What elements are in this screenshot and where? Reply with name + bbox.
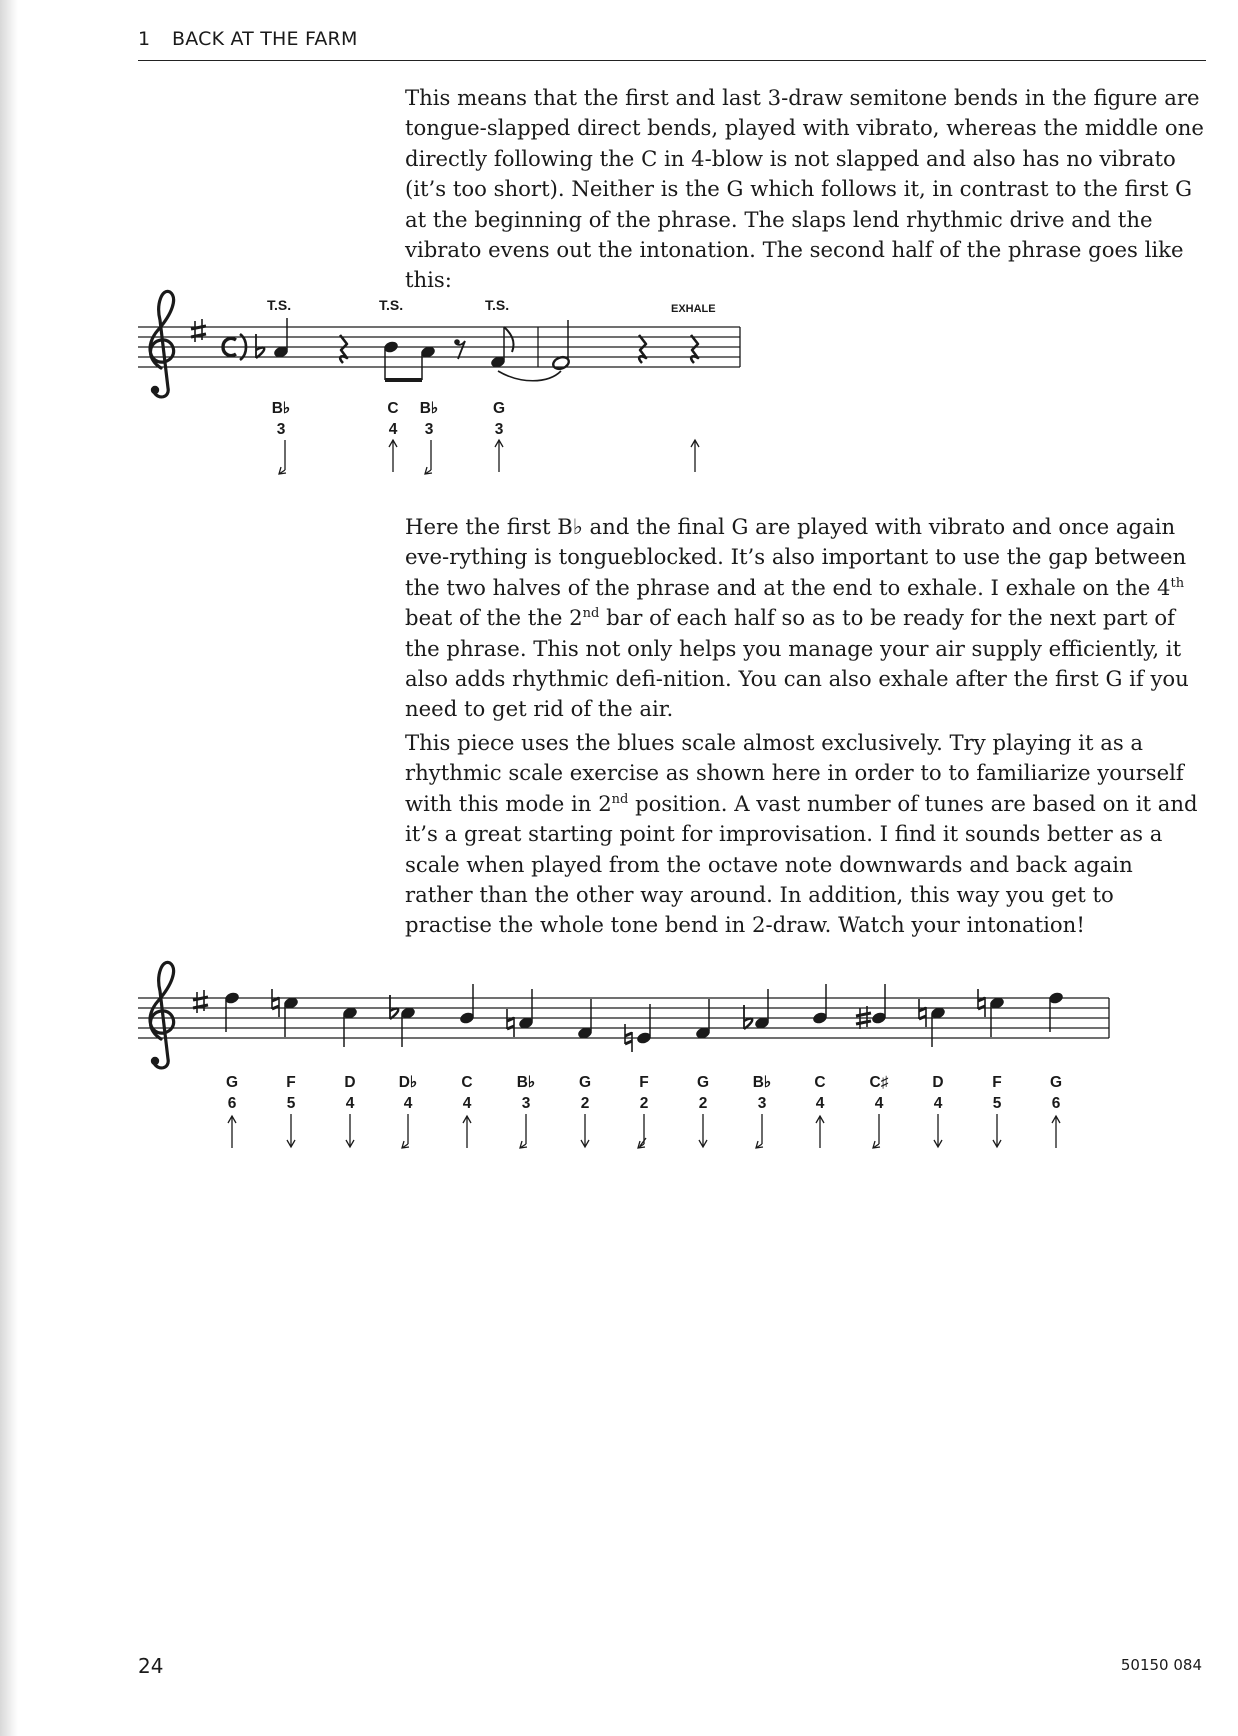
note-b-flat [273,318,290,359]
scale-note-11 [812,984,829,1025]
paragraph-2: Here the first B♭ and the final G are played with vibrato and once again eve-rything is tongueblocked. It’s also important to use the gap between the two halves of the phrase and at the end to exhale. I exhale on the 4th beat of the the 2nd bar of each half so as to be ready for the next part of the phrase. This not only helps you manage your air supply efficiently, it also adds rhythmic defi-nition. You can also exhale after the first G if you need to get rid of the air. [405,514,1189,722]
quarter-rest-3 [691,335,698,363]
tab2-arrow-9 [699,1114,707,1147]
tab2-arrow-13 [934,1114,942,1147]
tab2-arrow-7 [581,1114,589,1147]
page-number: 24 [138,1654,164,1678]
tab2-hole-10: 3 [757,1095,767,1112]
tab2-hole-6: 3 [521,1095,531,1112]
tab2-arrow-14 [993,1114,1001,1147]
scale-note-7 [577,999,594,1040]
paragraph-3: This piece uses the blues scale almost exclusively. Try playing it as a rhythmic scale exercise as shown here in order to to familiarize yourself with this mode in 2nd position. A vast number of tunes are based on it and it’s a great starting point for improvisation. I find it sounds better as a scale when played from the octave note downwards and back again rather than the other way around. In addition, this way you get to practise the whole tone bend in 2-draw. Watch your intonation! [405,730,1198,938]
tab2-arrow-8 [638,1114,646,1148]
music-example-2 [138,962,1109,1148]
tab2-arrow-1 [228,1116,236,1148]
tab2-hole-9: 2 [698,1095,708,1112]
key-signature-sharp-2 [193,990,208,1013]
scale-note-4 [390,995,416,1047]
tab2-hole-3: 4 [345,1095,355,1112]
scale-note-14 [978,989,1005,1037]
scale-tab-letters [226,1074,1062,1091]
tab2-hole-5: 4 [462,1095,472,1112]
marking-ts-2: T.S. [379,297,404,313]
scale-note-2 [272,989,299,1037]
tab2-note-11: C [814,1074,826,1091]
tab2-arrow-12 [873,1114,880,1148]
tab2-arrow-5 [463,1116,471,1148]
tab1-hole-1: 3 [276,421,286,438]
music-example-1 [138,291,740,474]
tab2-hole-12: 4 [874,1095,884,1112]
tab2-note-13: D [932,1074,944,1091]
tab2-note-2: F [286,1074,296,1091]
tab1-hole-4: 3 [494,421,504,438]
scale-note-15 [1048,991,1065,1032]
tab2-arrow-11 [816,1116,824,1148]
scale-note-10 [744,989,770,1030]
tab2-note-6: B♭ [516,1074,536,1091]
treble-clef-1 [150,291,174,397]
paragraph-1: This means that the first and last 3-draw semitone bends in the figure are tongue-slapped direct bends, played with vibrato, whereas the middle one directly following the C in 4-blow is not slapped and also has no vibrato (it’s too short). Neither is the G which follows it, in contrast to the first G at the beginning of the phrase. The slaps lend rhythmic drive and the vibrato evens out the intonation. The second half of the phrase goes like this: [405,85,1204,293]
tab2-arrow-15 [1052,1116,1060,1148]
tab2-hole-1: 6 [227,1095,237,1112]
eighth-note-g-tied [490,327,561,381]
tab2-arrow-3 [346,1114,354,1147]
tab2-arrow-10 [756,1114,763,1148]
scale-note-3 [342,1006,359,1047]
tab2-note-7: G [578,1074,592,1091]
quarter-rest-2 [639,335,646,363]
tab2-note-5: C [461,1074,473,1091]
tab2-hole-11: 4 [815,1095,825,1112]
tab1-note-2: C [387,400,399,417]
treble-clef-2 [150,962,174,1068]
staff-lines-2 [138,998,1109,1038]
tab2-arrow-2 [287,1114,295,1147]
scale-note-9 [695,999,712,1040]
scale-tab-holes [228,1095,1061,1112]
eighth-rest [454,339,465,359]
marking-exhale: EXHALE [671,303,716,315]
scale-note-12 [856,984,887,1029]
tab2-hole-7: 2 [580,1095,590,1112]
scale-note-5 [459,984,476,1025]
tab2-note-12: C♯ [869,1074,889,1091]
tab2-note-8: F [639,1074,649,1091]
scale-note-1 [224,991,241,1032]
tab2-arrow-4 [402,1114,409,1148]
scale-note-13 [919,999,946,1047]
tab2-note-10: B♭ [752,1074,772,1091]
tab2-note-9: G [696,1074,710,1091]
catalog-code: 50150 084 [1120,1656,1202,1674]
marking-ts-1: T.S. [267,297,292,313]
quarter-rest-1 [340,335,347,363]
tab2-note-15: G [1049,1074,1063,1091]
tab2-hole-13: 4 [933,1095,943,1112]
scale-tab-arrows [228,1114,1060,1148]
tab1-arrows [279,440,699,474]
tab2-hole-2: 5 [286,1095,296,1112]
tab1-note-3: B♭ [419,400,439,417]
marking-ts-3: T.S. [485,297,510,313]
chapter-title: BACK AT THE FARM [172,28,358,50]
tab2-note-1: G [225,1074,239,1091]
tab2-note-4: D♭ [398,1074,418,1091]
tab1-note-1: B♭ [271,400,291,417]
tab2-note-14: F [992,1074,1002,1091]
staff-lines-1 [138,327,740,367]
key-signature-sharp-1 [191,319,206,342]
tab2-hole-15: 6 [1051,1095,1061,1112]
chapter-number: 1 [138,28,151,50]
tab2-hole-4: 4 [403,1095,413,1112]
scale-note-6 [507,989,534,1037]
tab2-note-3: D [344,1074,356,1091]
tab2-hole-14: 5 [992,1095,1002,1112]
tab1-hole-3: 3 [424,421,434,438]
tab1-note-4: G [492,400,506,417]
tab2-hole-8: 2 [639,1095,649,1112]
tab2-arrow-6 [520,1114,527,1148]
eighth-pair-c-bflat [383,340,437,380]
tab1-hole-2: 4 [388,421,398,438]
